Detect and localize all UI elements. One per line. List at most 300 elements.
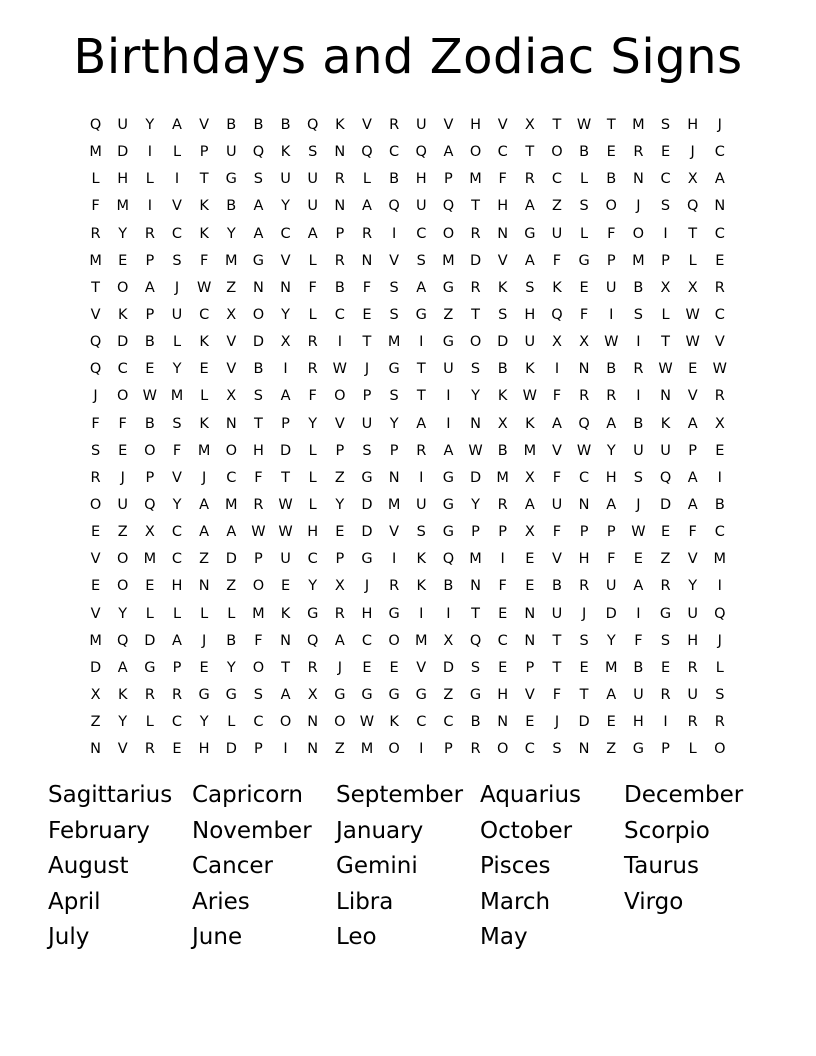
grid-letter: D: [605, 605, 617, 622]
grid-letter: N: [578, 496, 590, 513]
grid-letter: O: [388, 632, 400, 649]
grid-letter: A: [714, 171, 725, 188]
grid-letter: V: [687, 388, 698, 405]
grid-letter: S: [633, 306, 643, 323]
grid-letter: W: [278, 496, 293, 513]
grid-letter: V: [714, 334, 725, 351]
grid-letter: Q: [89, 117, 102, 133]
grid-letter: S: [389, 388, 399, 405]
grid-letter: I: [391, 551, 397, 568]
grid-letter: E: [280, 578, 291, 595]
grid-letter: S: [172, 252, 182, 269]
grid-letter: T: [253, 415, 263, 432]
grid-letter: M: [496, 469, 509, 486]
grid-letter: S: [660, 632, 671, 649]
grid-letter: M: [713, 551, 727, 568]
grid-letter: A: [524, 496, 535, 513]
grid-letter: F: [634, 632, 643, 649]
grid-letter: J: [690, 144, 695, 161]
grid-letter: O: [144, 442, 156, 459]
grid-letter: N: [334, 144, 346, 161]
grid-letter: P: [281, 415, 290, 432]
grid-letter: A: [117, 659, 128, 676]
grid-letter: E: [525, 578, 535, 595]
grid-letter: H: [497, 686, 509, 703]
grid-letter: B: [334, 279, 345, 296]
grid-letter: K: [660, 415, 671, 432]
grid-letter: B: [633, 279, 644, 296]
grid-row: [82, 438, 733, 465]
grid-letter: M: [387, 496, 401, 513]
grid-letter: S: [470, 659, 481, 676]
word-bank-item: October: [480, 817, 573, 844]
grid-letter: C: [660, 171, 671, 188]
grid-letter: W: [332, 361, 347, 378]
grid-letter: D: [279, 442, 292, 459]
grid-letter: Y: [471, 388, 480, 405]
grid-letter: N: [578, 361, 590, 378]
grid-letter: D: [144, 632, 156, 649]
grid-letter: R: [334, 171, 345, 188]
grid-letter: Q: [659, 469, 672, 486]
grid-letter: A: [253, 198, 264, 215]
grid-letter: O: [225, 442, 237, 459]
grid-letter: D: [469, 252, 482, 269]
grid-letter: A: [253, 225, 264, 242]
grid-letter: Q: [252, 144, 265, 161]
grid-letter: H: [470, 117, 481, 133]
grid-letter: J: [717, 117, 722, 133]
grid-letter: T: [471, 306, 480, 323]
grid-letter: Z: [443, 686, 454, 703]
grid-letter: U: [660, 442, 671, 459]
grid-letter: K: [199, 415, 209, 432]
grid-letter: B: [714, 496, 725, 513]
grid-letter: I: [147, 144, 152, 161]
grid-letter: S: [498, 306, 508, 323]
grid-letter: R: [144, 686, 155, 703]
word-bank-row: [48, 778, 768, 814]
grid-letter: A: [172, 117, 182, 133]
grid-letter: H: [687, 117, 699, 133]
word-bank-item: Aquarius: [480, 782, 582, 808]
grid-letter: Q: [117, 632, 129, 649]
grid-letter: P: [525, 659, 535, 676]
grid-letter: Y: [172, 361, 182, 378]
grid-letter: C: [361, 632, 373, 649]
grid-letter: J: [554, 714, 560, 731]
grid-letter: H: [198, 741, 210, 758]
grid-letter: K: [497, 388, 508, 405]
grid-letter: J: [337, 659, 342, 676]
grid-letter: S: [579, 632, 589, 649]
grid-letter: S: [253, 171, 264, 188]
grid-letter: A: [362, 198, 372, 215]
grid-letter: A: [606, 415, 617, 432]
grid-letter: Y: [199, 714, 209, 731]
word-bank-item: Scorpio: [624, 817, 710, 844]
grid-letter: E: [660, 659, 671, 676]
grid-letter: E: [335, 524, 345, 541]
grid-letter: N: [524, 632, 536, 649]
word-bank-row: [48, 885, 768, 921]
word-bank-item: February: [48, 817, 150, 844]
grid-letter: H: [497, 198, 509, 215]
grid-row: [82, 221, 733, 248]
grid-letter: X: [714, 415, 725, 432]
grid-letter: V: [416, 659, 427, 676]
grid-letter: T: [552, 659, 562, 676]
grid-letter: I: [446, 415, 451, 432]
grid-letter: W: [576, 442, 592, 459]
grid-row: [82, 356, 733, 383]
grid-letter: V: [172, 198, 182, 215]
grid-letter: I: [636, 334, 641, 351]
grid-letter: R: [389, 578, 400, 595]
grid-letter: I: [283, 361, 288, 378]
grid-letter: T: [552, 117, 562, 133]
grid-letter: U: [117, 117, 129, 133]
grid-letter: A: [144, 279, 155, 296]
grid-letter: B: [606, 361, 617, 378]
grid-letter: E: [90, 524, 101, 541]
grid-letter: A: [633, 578, 644, 595]
grid-letter: Z: [443, 306, 454, 323]
grid-letter: W: [685, 306, 700, 323]
grid-letter: L: [308, 252, 317, 269]
grid-letter: S: [389, 306, 399, 323]
grid-letter: S: [660, 117, 671, 133]
grid-letter: B: [633, 415, 644, 432]
word-bank-row: [48, 920, 768, 956]
grid-letter: M: [415, 632, 428, 649]
grid-letter: J: [364, 361, 370, 378]
grid-letter: V: [524, 686, 535, 703]
grid-letter: F: [118, 415, 127, 432]
grid-letter: T: [416, 388, 426, 405]
grid-letter: D: [361, 524, 373, 541]
grid-letter: S: [660, 198, 671, 215]
grid-letter: Q: [469, 632, 482, 649]
grid-letter: N: [497, 714, 509, 731]
grid-letter: X: [226, 388, 237, 405]
grid-letter: R: [524, 171, 535, 188]
grid-letter: C: [171, 524, 183, 541]
grid-letter: F: [688, 524, 697, 541]
letter-grid: [82, 112, 733, 763]
grid-letter: C: [497, 144, 508, 161]
grid-letter: P: [688, 442, 698, 459]
grid-letter: Z: [199, 551, 210, 568]
grid-letter: O: [252, 578, 265, 595]
grid-letter: K: [525, 415, 535, 432]
grid-letter: A: [552, 415, 562, 432]
word-bank-item: Cancer: [192, 853, 273, 879]
grid-letter: U: [605, 578, 617, 595]
grid-letter: V: [90, 306, 101, 323]
grid-letter: C: [307, 551, 318, 568]
grid-row: [82, 166, 733, 193]
grid-letter: U: [415, 198, 427, 215]
grid-letter: S: [715, 686, 725, 703]
grid-letter: E: [498, 659, 508, 676]
grid-letter: O: [117, 279, 129, 296]
grid-letter: W: [278, 524, 293, 541]
grid-letter: I: [147, 198, 152, 215]
grid-letter: K: [525, 361, 535, 378]
grid-letter: X: [334, 578, 345, 595]
word-bank-row: [48, 814, 768, 850]
grid-letter: R: [253, 496, 264, 513]
grid-letter: A: [280, 388, 291, 405]
grid-letter: R: [144, 741, 155, 758]
word-bank-item: September: [336, 782, 464, 808]
grid-letter: M: [225, 496, 238, 513]
grid-letter: W: [359, 714, 375, 731]
grid-letter: Y: [226, 225, 236, 242]
grid-letter: Y: [606, 632, 616, 649]
grid-letter: E: [118, 252, 128, 269]
grid-letter: X: [280, 334, 291, 351]
grid-letter: E: [389, 659, 399, 676]
grid-letter: N: [252, 279, 264, 296]
grid-letter: K: [335, 117, 345, 133]
grid-letter: N: [280, 279, 291, 296]
grid-letter: F: [552, 252, 562, 269]
grid-letter: G: [388, 605, 400, 622]
grid-letter: M: [170, 388, 184, 405]
grid-letter: W: [142, 388, 158, 405]
grid-letter: E: [660, 144, 671, 161]
grid-letter: M: [523, 442, 537, 459]
grid-letter: D: [578, 714, 590, 731]
grid-letter: O: [89, 496, 102, 513]
grid-letter: T: [416, 361, 426, 378]
grid-letter: W: [631, 524, 646, 541]
grid-letter: H: [307, 524, 319, 541]
grid-letter: I: [283, 741, 288, 758]
grid-letter: T: [362, 334, 372, 351]
grid-letter: K: [117, 686, 128, 703]
grid-letter: X: [497, 415, 508, 432]
grid-letter: P: [362, 388, 372, 405]
grid-letter: N: [307, 741, 319, 758]
grid-letter: Y: [226, 659, 236, 676]
grid-letter: L: [145, 171, 154, 188]
grid-letter: X: [524, 469, 535, 486]
grid-letter: R: [171, 686, 183, 703]
grid-letter: F: [498, 171, 507, 188]
grid-letter: J: [636, 496, 641, 513]
grid-letter: Y: [118, 225, 128, 242]
grid-letter: D: [225, 551, 237, 568]
grid-letter: H: [171, 578, 183, 595]
word-bank-item: December: [624, 782, 744, 808]
grid-letter: I: [419, 469, 424, 486]
grid-letter: P: [172, 659, 182, 676]
grid-row: [82, 682, 733, 709]
grid-row: [82, 546, 733, 573]
grid-letter: A: [524, 252, 535, 269]
grid-letter: Z: [551, 198, 562, 215]
grid-letter: A: [606, 686, 617, 703]
grid-letter: X: [687, 279, 698, 296]
word-bank-item: Libra: [336, 888, 394, 915]
word-bank-item: March: [480, 888, 551, 915]
grid-letter: D: [497, 334, 509, 351]
grid-letter: A: [307, 225, 318, 242]
grid-letter: N: [578, 741, 590, 758]
grid-letter: V: [552, 442, 562, 459]
grid-letter: F: [308, 279, 317, 296]
grid-letter: S: [579, 198, 589, 215]
grid-row: [82, 628, 733, 655]
grid-letter: I: [609, 306, 614, 323]
grid-letter: L: [145, 605, 154, 622]
grid-letter: N: [334, 198, 346, 215]
grid-letter: V: [199, 117, 210, 133]
grid-letter: R: [334, 605, 345, 622]
grid-letter: S: [362, 442, 372, 459]
grid-letter: U: [551, 496, 563, 513]
grid-letter: R: [687, 659, 698, 676]
grid-letter: O: [632, 225, 645, 242]
word-bank-item: Leo: [336, 924, 377, 950]
grid-letter: K: [117, 306, 128, 323]
grid-row: [82, 275, 733, 302]
grid-letter: O: [252, 306, 265, 323]
grid-letter: M: [116, 198, 129, 215]
grid-letter: G: [632, 741, 644, 758]
grid-letter: R: [389, 117, 400, 133]
grid-letter: C: [171, 225, 183, 242]
grid-letter: R: [334, 252, 345, 269]
grid-letter: U: [280, 551, 291, 568]
grid-letter: A: [416, 415, 427, 432]
grid-letter: C: [226, 469, 237, 486]
grid-letter: O: [714, 741, 726, 758]
grid-letter: T: [688, 225, 698, 242]
grid-letter: B: [497, 361, 508, 378]
grid-letter: E: [525, 714, 535, 731]
grid-letter: K: [389, 714, 399, 731]
grid-letter: A: [443, 144, 454, 161]
grid-letter: X: [524, 117, 535, 133]
grid-letter: V: [226, 361, 237, 378]
grid-row: [82, 736, 733, 763]
grid-letter: S: [308, 144, 318, 161]
grid-letter: G: [442, 279, 455, 296]
grid-letter: Q: [442, 551, 455, 568]
grid-letter: U: [361, 415, 373, 432]
grid-letter: N: [524, 605, 536, 622]
grid-letter: L: [580, 225, 589, 242]
grid-letter: G: [524, 225, 536, 242]
grid-letter: J: [364, 578, 370, 595]
grid-letter: A: [416, 279, 427, 296]
grid-letter: U: [443, 361, 454, 378]
grid-letter: X: [144, 524, 155, 541]
grid-letter: X: [687, 171, 698, 188]
grid-letter: C: [714, 306, 725, 323]
grid-letter: X: [551, 334, 562, 351]
grid-letter: G: [442, 469, 455, 486]
grid-letter: M: [469, 551, 482, 568]
word-bank-row: [48, 849, 768, 885]
grid-letter: Y: [688, 578, 698, 595]
grid-letter: J: [93, 388, 98, 405]
grid-letter: W: [712, 361, 727, 378]
grid-letter: W: [658, 361, 673, 378]
grid-letter: M: [89, 632, 102, 649]
grid-letter: Y: [145, 117, 155, 133]
grid-letter: B: [443, 578, 454, 595]
grid-letter: N: [90, 741, 101, 758]
grid-row: [82, 573, 733, 600]
grid-row: [82, 492, 733, 519]
grid-letter: Z: [226, 279, 237, 296]
grid-letter: P: [145, 469, 155, 486]
grid-row: [82, 519, 733, 546]
grid-letter: Y: [281, 306, 290, 323]
grid-letter: I: [446, 605, 451, 622]
grid-letter: Y: [118, 605, 128, 622]
grid-letter: P: [389, 442, 399, 459]
grid-letter: J: [636, 198, 641, 215]
grid-letter: S: [416, 524, 426, 541]
grid-letter: P: [661, 252, 670, 269]
grid-letter: C: [199, 306, 210, 323]
grid-letter: O: [442, 225, 455, 242]
grid-letter: L: [715, 659, 724, 676]
grid-letter: L: [661, 306, 670, 323]
grid-letter: V: [687, 551, 698, 568]
grid-letter: B: [144, 334, 155, 351]
grid-letter: V: [497, 252, 508, 269]
grid-letter: R: [606, 388, 617, 405]
grid-letter: K: [280, 605, 291, 622]
grid-letter: Y: [118, 714, 128, 731]
grid-letter: F: [172, 442, 182, 459]
grid-letter: L: [172, 334, 182, 351]
grid-letter: R: [633, 144, 644, 161]
grid-letter: Y: [606, 442, 616, 459]
grid-letter: D: [442, 659, 454, 676]
grid-letter: F: [254, 632, 263, 649]
word-bank-item: May: [480, 924, 528, 950]
grid-letter: L: [688, 252, 697, 269]
grid-letter: S: [389, 279, 399, 296]
grid-letter: F: [552, 469, 562, 486]
grid-letter: O: [117, 551, 129, 568]
grid-letter: W: [576, 117, 592, 133]
grid-letter: H: [524, 306, 536, 323]
grid-letter: P: [444, 171, 453, 188]
grid-letter: A: [443, 442, 454, 459]
word-bank-item: January: [336, 817, 424, 844]
word-bank-item: July: [48, 924, 90, 950]
grid-letter: L: [308, 496, 317, 513]
grid-letter: R: [687, 714, 698, 731]
grid-letter: C: [714, 225, 725, 242]
grid-letter: X: [226, 306, 237, 323]
grid-letter: S: [253, 686, 264, 703]
grid-letter: M: [604, 659, 618, 676]
grid-letter: C: [524, 741, 535, 758]
grid-letter: A: [280, 686, 291, 703]
word-bank-item: November: [192, 817, 312, 844]
grid-row: [82, 302, 733, 329]
